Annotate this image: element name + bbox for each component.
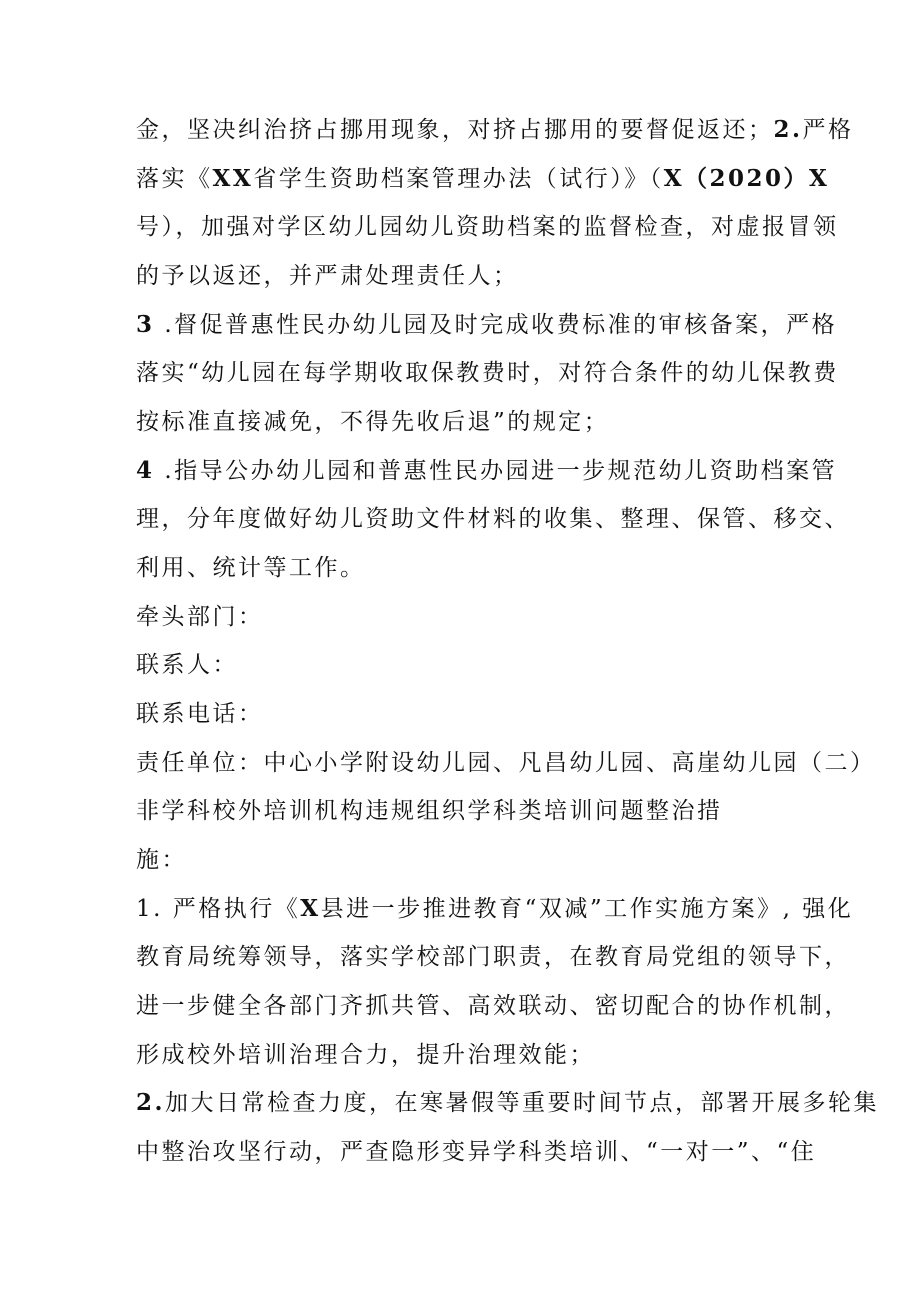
text-line-8: 4 .指导公办幼儿园和普惠性民办园进一步规范幼儿资助档案管 [136,457,838,484]
text-line-17: 1. 严格执行《X县进一步推进教育“双减”工作实施方案》, 强化 [136,895,854,922]
text-line-18: 教育局统筹领导，落实学校部门职责，在教育局党组的领导下， [136,944,850,970]
text-line-19: 进一步健全各部门齐抓共管、高效联动、密切配合的协作机制， [136,993,850,1019]
text-line-3: 号），加强对学区幼儿园幼儿资助档案的监督检查，对虚报冒领 [136,214,839,240]
text-line-20: 形成校外培训治理合力，提升治理效能； [136,1042,595,1068]
text-line-13: 联系电话： [136,701,264,727]
text-line-16: 施： [136,847,187,873]
text-line-7: 按标准直接减免，不得先收后退”的规定； [136,409,610,435]
text-line-12: 联系人： [136,652,238,678]
text-line-1: 金，坚决纠治挤占挪用现象，对挤占挪用的要督促返还；2.严格 [136,116,854,143]
text-line-5: 3 .督促普惠性民办幼儿园及时完成收费标准的审核备案，严格 [136,311,838,338]
text-line-4: 的予以返还，并严肃处理责任人； [136,263,519,289]
text-line-9: 理，分年度做好幼儿资助文件材料的收集、整理、保管、移交、 [136,506,850,532]
text-line-2: 落实《XX省学生资助档案管理办法（试行）》（X（2020）X [136,165,830,192]
text-line-10: 利用、统计等工作。 [136,555,366,581]
text-line-11: 牵头部门： [136,604,264,630]
text-line-14: 责任单位：中心小学附设幼儿园、凡昌幼儿园、高崖幼儿园（二） [136,750,876,776]
text-line-21: 2.加大日常检查力度，在寒暑假等重要时间节点，部署开展多轮集 [136,1089,880,1116]
text-line-22: 中整治攻坚行动，严查隐形变异学科类培训、“一对一”、“住 [136,1139,817,1165]
text-line-6: 落实“幼儿园在每学期收取保教费时，对符合条件的幼儿保教费 [136,360,839,386]
text-line-15: 非学科校外培训机构违规组织学科类培训问题整治措 [136,798,723,824]
